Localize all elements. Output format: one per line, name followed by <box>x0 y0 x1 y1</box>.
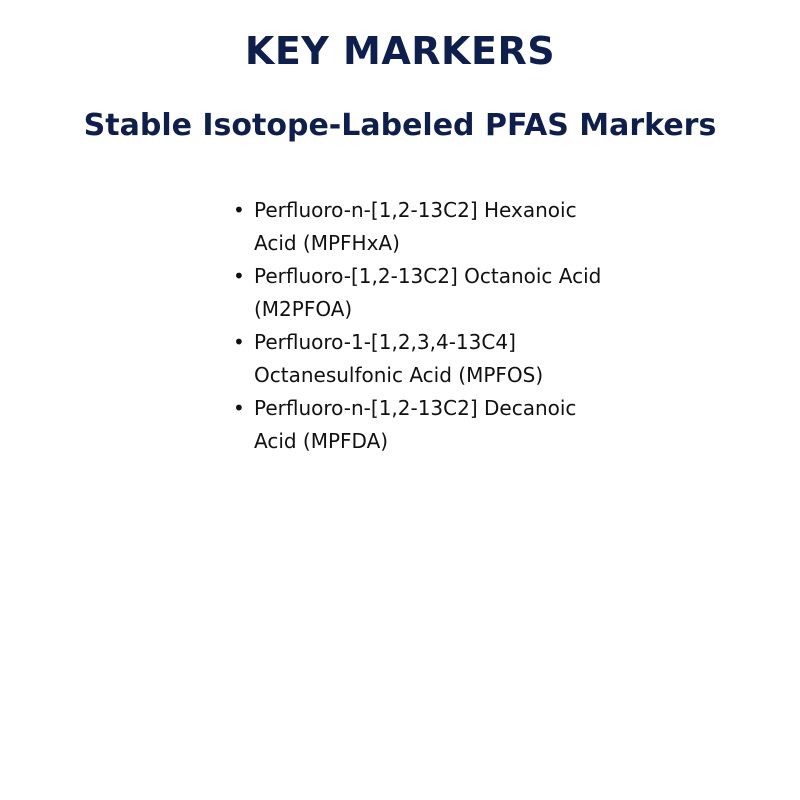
bullet-icon: • <box>233 396 245 420</box>
page-subtitle: Stable Isotope-Labeled PFAS Markers <box>83 108 717 143</box>
page-title: KEY MARKERS <box>244 29 556 73</box>
marker-label: Perfluoro-n-[1,2-13C2] Hexanoic Acid (MPFHxA) <box>254 198 577 255</box>
bullet-icon: • <box>233 198 245 222</box>
marker-label: Perfluoro-1-[1,2,3,4-13C4] Octanesulfonic Acid (MPFOS) <box>254 330 544 387</box>
marker-label: Perfluoro-[1,2-13C2] Octanoic Acid (M2PFOA) <box>254 264 602 321</box>
marker-list <box>233 194 614 458</box>
marker-label: Perfluoro-n-[1,2-13C2] Decanoic Acid (MPFDA) <box>254 396 577 453</box>
bullet-icon: • <box>233 264 245 288</box>
list-item <box>233 392 614 458</box>
list-item <box>233 260 614 326</box>
bullet-icon: • <box>233 330 245 354</box>
list-item <box>233 326 614 392</box>
list-item <box>233 194 614 260</box>
